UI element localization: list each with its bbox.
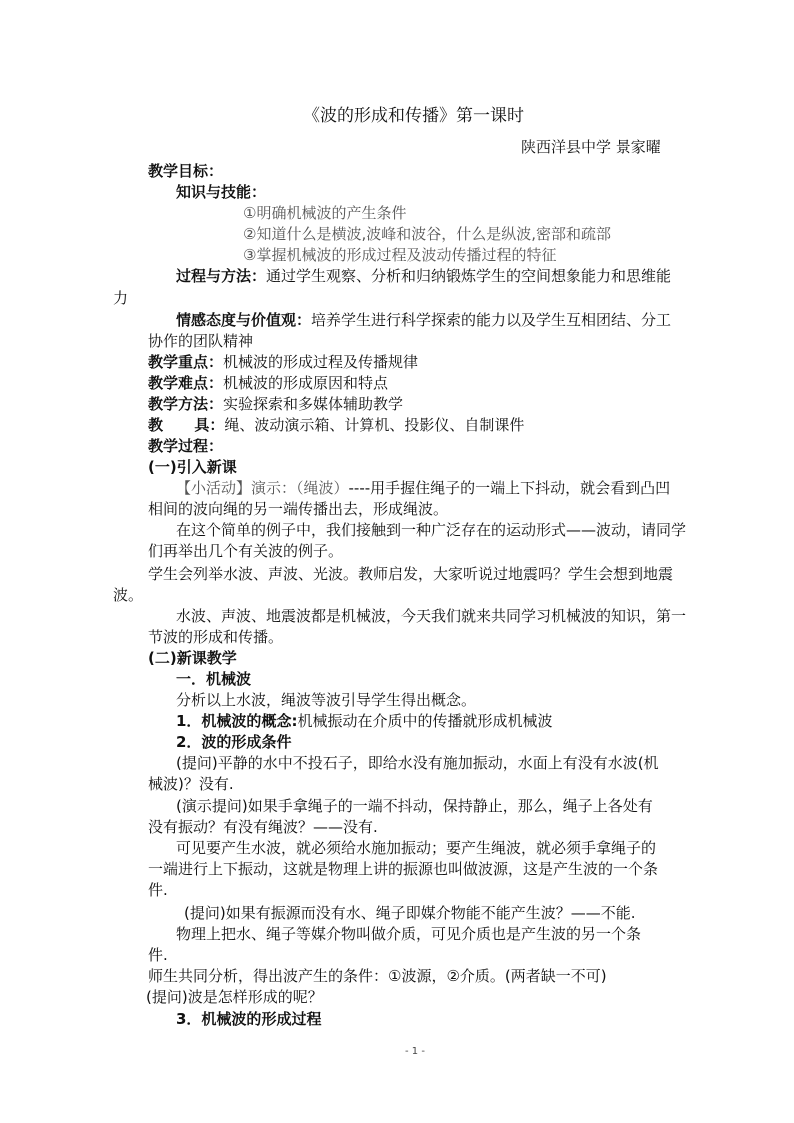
question-1-cont: 械波)？没有. [148,775,234,793]
formation-heading: 3．机械波的形成过程 [176,1010,322,1028]
concept-text: 机械振动在介质中的传播就形成机械波 [297,712,553,730]
subsection-intro-text: 分析以上水波，绳波等波引导学生得出概念。 [176,691,477,709]
emotion-label: 情感态度与价值观： [176,311,312,329]
document-title: 《波的形成和传播》第一课时 [303,106,524,126]
section-intro-heading: (一)引入新课 [148,458,237,476]
subsection-mechanical-wave: 一．机械波 [176,670,252,688]
activity-text: ----用手握住绳子的一端上下抖动，就会看到凸凹 [348,479,671,497]
paragraph-2: 学生会列举水波、声波、光波。教师启发，大家听说过地震吗？学生会想到地震 [148,565,674,583]
process-line [176,266,671,286]
method-text: 实验探索和多媒体辅助教学 [223,395,404,413]
paragraph-6: 师生共同分析，得出波产生的条件：①波源，②介质。(两者缺一不可) [148,967,607,985]
question-2-cont: 没有振动？有没有绳波？——没有. [148,818,378,836]
tools-text: 绳、波动演示箱、计算机、投影仪、自制课件 [224,416,525,434]
tools-line [148,415,524,435]
paragraph-4-cont2: 件. [148,881,168,899]
knowledge-heading: 知识与技能： [176,183,267,201]
key-text: 机械波的形成过程及传播规律 [223,353,419,371]
knowledge-item-3: ③掌握机械波的形成过程及波动传播过程的特征 [243,246,557,264]
question-4: (提问)波是怎样形成的呢？ [146,988,323,1006]
knowledge-item-1: ①明确机械波的产生条件 [243,204,407,222]
method-line [148,394,403,414]
question-3: (提问)如果有振源而没有水、绳子即媒介物能不能产生波？——不能. [184,904,636,922]
difficulty-label: 教学难点： [148,374,224,392]
question-2: (演示提问)如果手拿绳子的一端不抖动，保持静止，那么，绳子上各处有 [176,797,653,815]
paragraph-5-cont: 件. [148,946,168,964]
knowledge-item-2: ②知道什么是横波,波峰和波谷，什么是纵波,密部和疏部 [243,225,611,243]
activity-line [176,478,670,498]
activity-text-cont: 相间的波向绳的另一端传播出去，形成绳波。 [148,500,449,518]
process-text: 通过学生观察、分析和归纳锻炼学生的空间想象能力和思维能 [266,267,672,285]
page-number: - 1 - [405,1046,425,1057]
emotion-text: 培养学生进行科学探索的能力以及学生互相团结、分工 [311,311,672,329]
difficulty-line [148,373,388,393]
activity-prefix: 【小活动】演示：（绳波） [176,479,349,497]
process-label: 过程与方法： [176,267,267,285]
method-label: 教学方法： [148,395,224,413]
goals-heading: 教学目标： [148,162,224,180]
paragraph-5: 物理上把水、绳子等媒介物叫做介质，可见介质也是产生波的另一个条 [176,925,642,943]
section-new-heading: (二)新课教学 [148,649,237,667]
question-1: (提问)平静的水中不投石子，即给水没有施加振动，水面上有没有水波(机 [176,754,659,772]
author-line: 陕西洋县中学 景家曜 [521,138,661,156]
concept-label: 1．机械波的概念: [176,712,298,730]
concept-line [176,711,552,731]
condition-heading: 2．波的形成条件 [176,733,292,751]
paragraph-4: 可见要产生水波，就必须给水施加振动；要产生绳波，就必须手拿绳子的 [176,839,657,857]
paragraph-2-cont: 波。 [113,586,144,604]
paragraph-3-cont: 节波的形成和传播。 [148,628,284,646]
paragraph-1-cont: 们再举出几个有关波的例子。 [148,542,344,560]
process-text-cont: 力 [113,289,129,307]
paragraph-4-cont: 一端进行上下振动，这就是物理上讲的振源也叫做波源，这是产生波的一个条 [148,860,659,878]
paragraph-1: 在这个简单的例子中，我们接触到一种广泛存在的运动形式——波动，请同学 [176,521,687,539]
difficulty-text: 机械波的形成原因和特点 [223,374,389,392]
emotion-text-cont: 协作的团队精神 [148,332,254,350]
key-label: 教学重点： [148,353,224,371]
process-heading: 教学过程： [148,437,224,455]
paragraph-3: 水波、声波、地震波都是机械波，今天我们就来共同学习机械波的知识，第一 [176,607,687,625]
key-line [148,352,418,372]
emotion-line [176,310,671,330]
tools-label: 教 具： [148,416,225,434]
